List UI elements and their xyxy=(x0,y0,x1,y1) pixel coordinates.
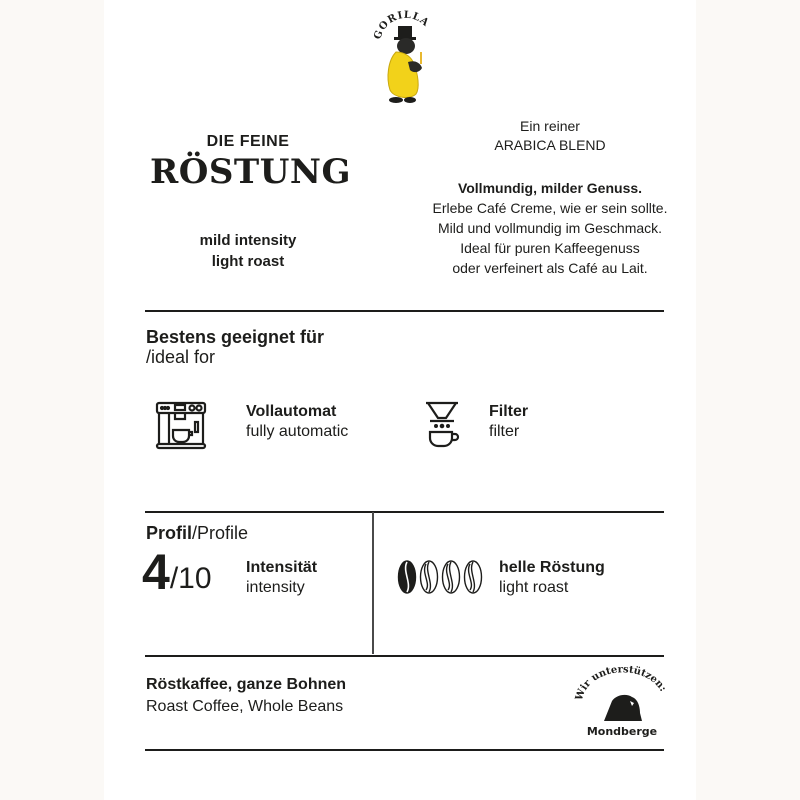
svg-text:Wir unterstützen:: Wir unterstützen: xyxy=(573,665,669,702)
roast-label-en: light roast xyxy=(499,579,569,596)
blend-line-2: ARABICA BLEND xyxy=(494,137,606,153)
title-small: DIE FEINE xyxy=(206,133,290,150)
divider-footer xyxy=(145,749,664,751)
suitable-label-de: Vollautomat xyxy=(246,403,337,420)
pour-over-filter-icon xyxy=(424,400,462,455)
intensity-score xyxy=(142,544,212,600)
product-type-de: Röstkaffee, ganze Bohnen xyxy=(146,676,347,693)
tagline-intensity: mild intensity xyxy=(199,232,297,249)
blend-line-1: Ein reiner xyxy=(520,118,580,134)
profile-title xyxy=(146,522,248,544)
roast-label xyxy=(499,558,605,598)
suitable-item-fully-automatic xyxy=(246,402,348,442)
description-line: oder verfeinert als Café au Lait. xyxy=(452,260,648,276)
profile-title-en: /Profile xyxy=(192,523,249,543)
divider-bottom-profile xyxy=(145,655,664,657)
gorilla-silhouette-icon xyxy=(572,665,672,740)
gorilla-logo xyxy=(370,4,440,104)
suitable-label-en: filter xyxy=(489,423,520,440)
product-type-en: Roast Coffee, Whole Beans xyxy=(146,698,344,715)
coffee-beans-icon xyxy=(397,559,485,600)
blend-info xyxy=(400,117,700,155)
suitable-subtitle: /ideal for xyxy=(146,347,216,367)
mondberge-badge xyxy=(572,665,672,740)
profile-title-de: Profil xyxy=(146,523,193,543)
description-headline: Vollmundig, milder Genuss. xyxy=(457,180,643,196)
divider-top xyxy=(145,310,664,312)
description-line: Erlebe Café Creme, wie er sein sollte. xyxy=(432,200,668,216)
suitable-item-filter xyxy=(489,402,528,442)
title-big: RÖSTUNG xyxy=(150,152,351,192)
description-line: Mild und vollmundig im Geschmack. xyxy=(437,220,663,236)
divider-middle xyxy=(145,511,664,513)
svg-text:Mondberge: Mondberge xyxy=(586,725,658,738)
description-line: Ideal für puren Kaffeegenuss xyxy=(460,240,640,256)
roast-label-de: helle Röstung xyxy=(499,559,605,576)
divider-vertical xyxy=(372,512,374,654)
svg-text:GORILLA: GORILLA xyxy=(372,9,432,41)
tagline xyxy=(150,230,346,272)
description xyxy=(400,178,700,278)
tagline-roast: light roast xyxy=(211,253,285,270)
gorilla-logo-icon xyxy=(370,4,440,104)
espresso-machine-icon xyxy=(155,400,209,455)
intensity-value: 4 xyxy=(142,544,168,600)
suitable-label-de: Filter xyxy=(489,403,529,420)
intensity-label-de: Intensität xyxy=(246,559,318,576)
intensity-label xyxy=(246,558,317,598)
suitable-title: Bestens geeignet für xyxy=(146,327,325,347)
intensity-max: /10 xyxy=(169,562,212,595)
intensity-label-en: intensity xyxy=(246,579,305,596)
suitable-label-en: fully automatic xyxy=(246,423,349,440)
